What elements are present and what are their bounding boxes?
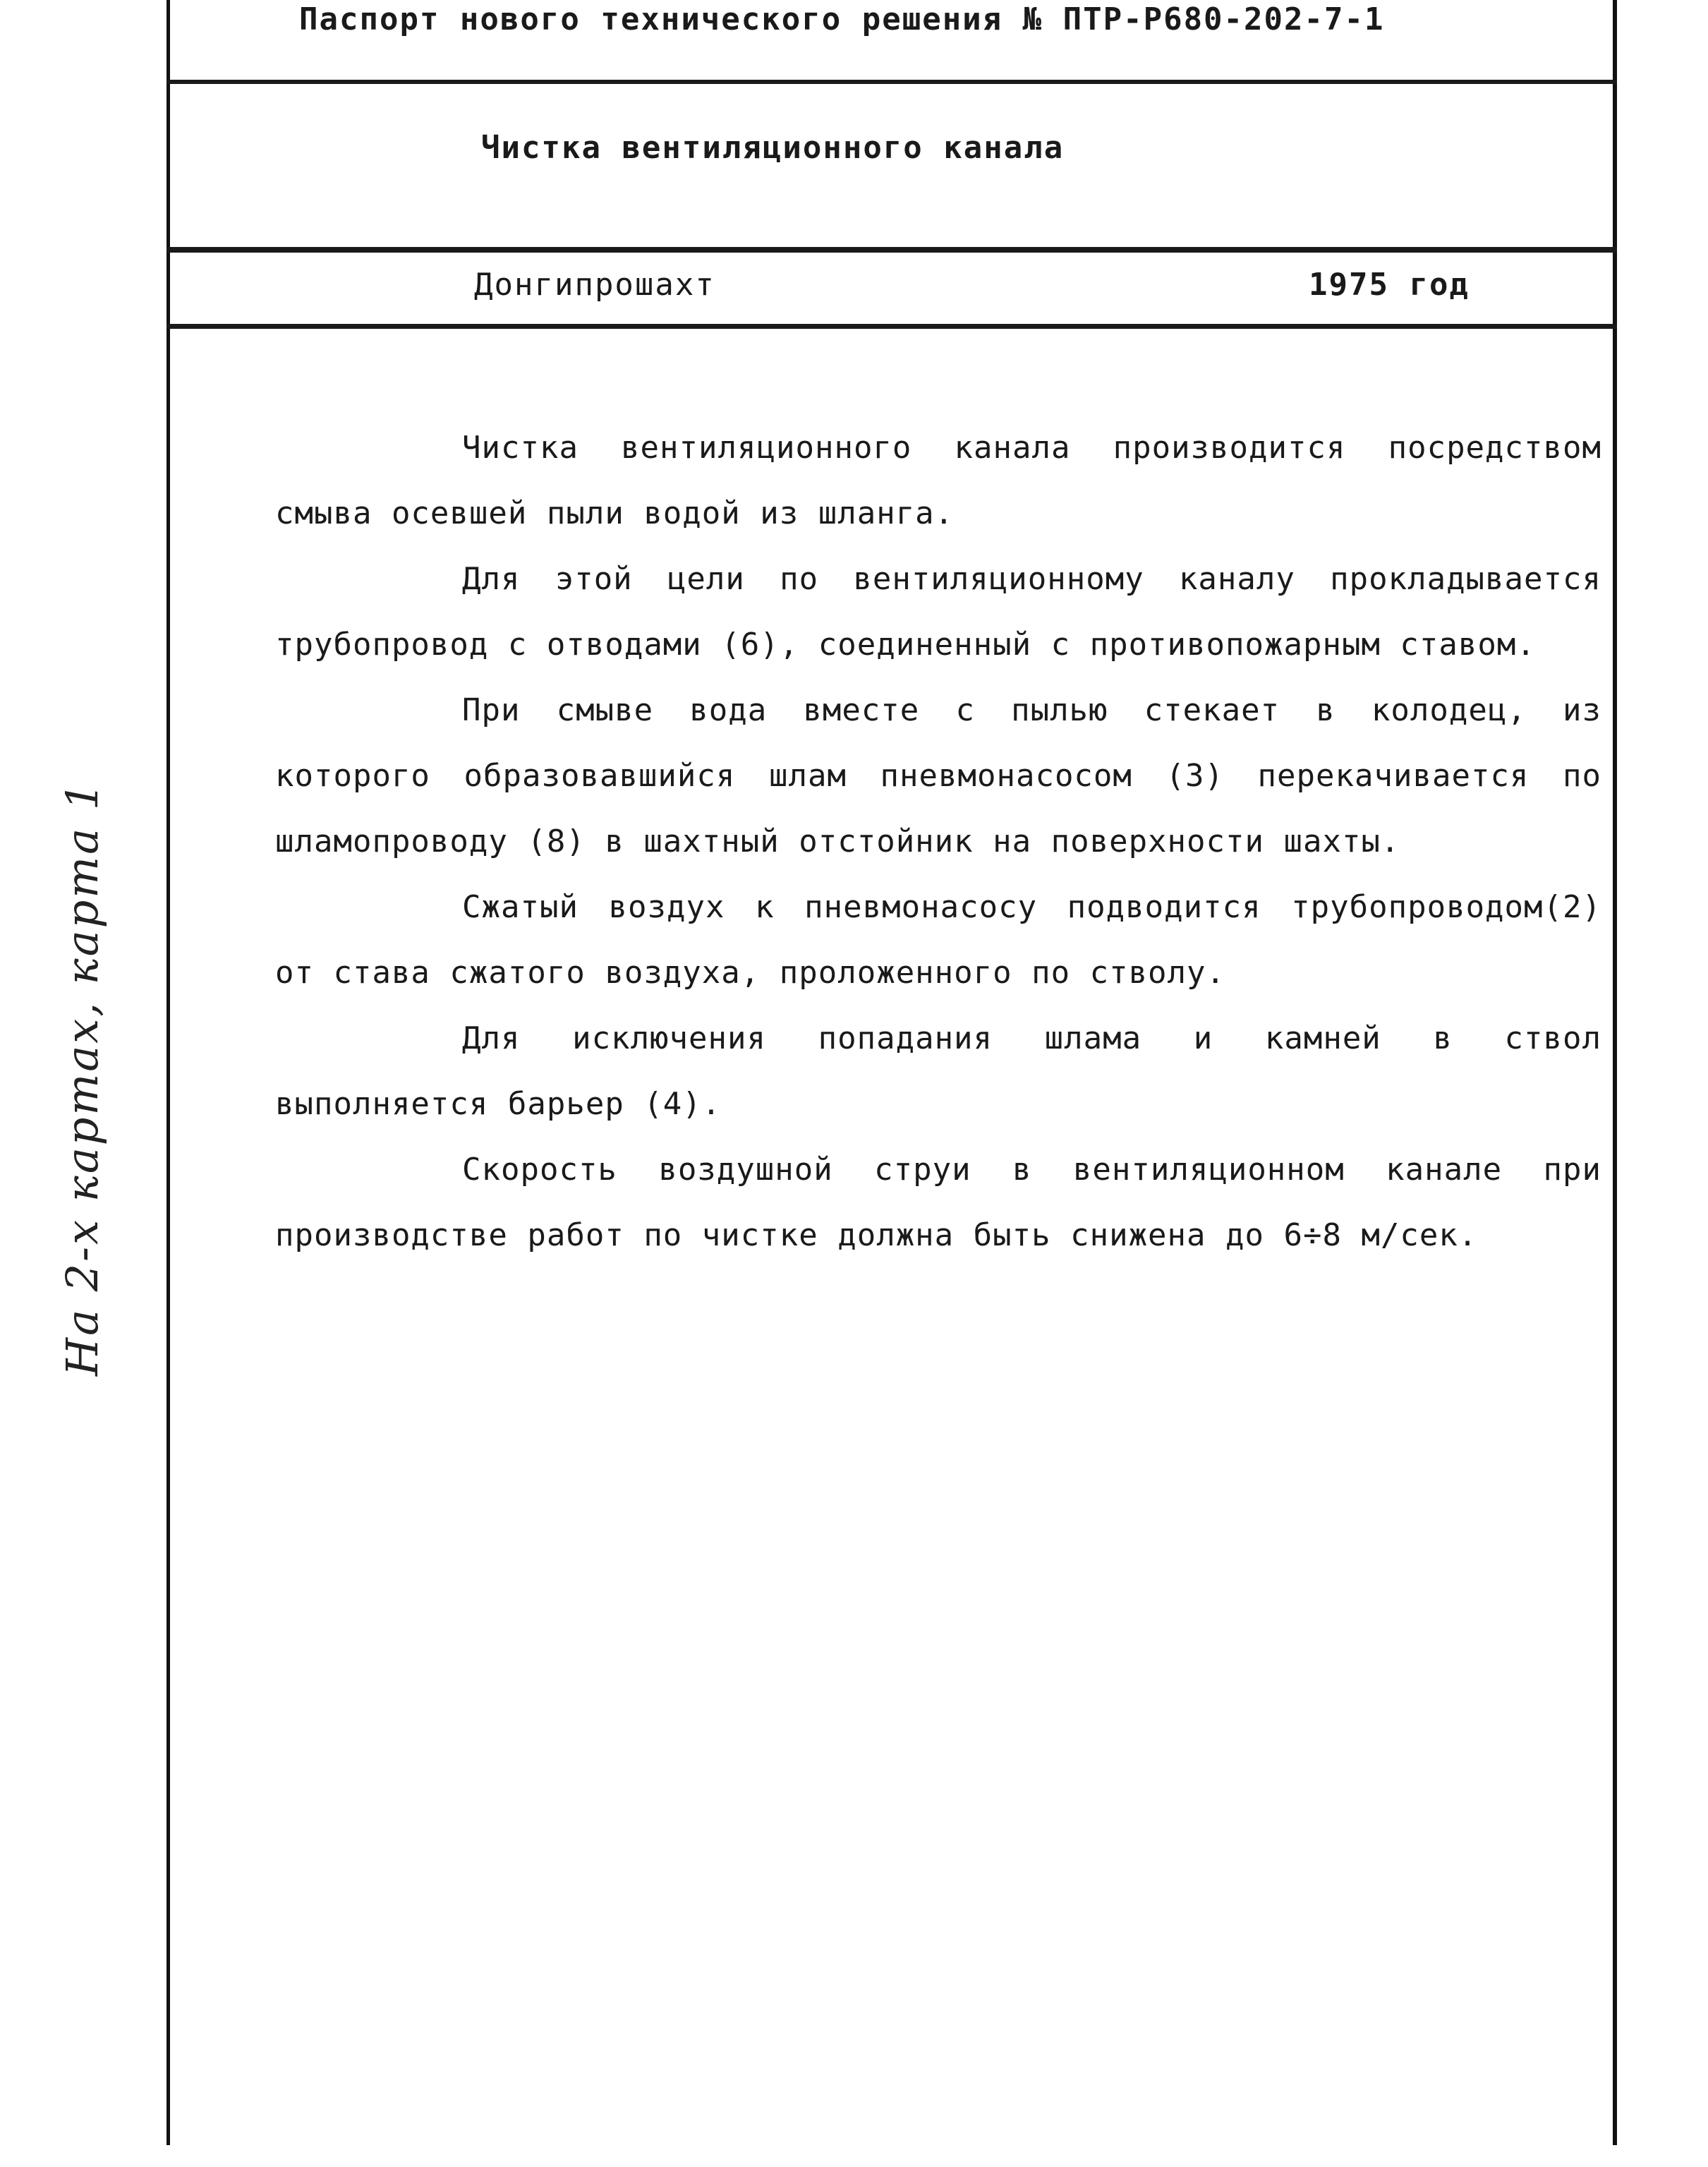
paragraph: Для этой цели по вентиляционному каналу прокладывается трубопровод с отводами (6), соединенный с противопожарным ставом.	[275, 561, 1601, 663]
handwritten-margin-note: На 2-х картах, карта 1	[56, 780, 108, 1376]
header-divider-top	[166, 80, 1617, 84]
document-body	[275, 415, 1601, 1268]
paragraph: При смыве вода вместе с пылью стекает в колодец, из которого образовавшийся шлам пневмонасосом (3) перекачивается по шламопроводу (8) в шахтный отстойник на поверхности шахты.	[275, 692, 1601, 859]
passport-number-line: Паспорт нового технического решения № ПТР-Р680-202-7-1	[299, 1, 1385, 37]
paragraph: Для исключения попадания шлама и камней в ствол выполняется барьер (4).	[275, 1020, 1601, 1122]
header-divider-middle	[166, 247, 1617, 253]
document-title: Чистка вентиляционного канала	[481, 130, 1065, 166]
header-divider-bottom	[166, 324, 1617, 329]
paragraph: Сжатый воздух к пневмонасосу подводится трубопроводом(2) от става сжатого воздуха, проложенного по стволу.	[275, 889, 1601, 991]
paragraph: Чистка вентиляционного канала производится посредством смыва осевшей пыли водой из шланга.	[275, 430, 1601, 531]
paragraph: Скорость воздушной струи в вентиляционном канале при производстве работ по чистке должна быть снижена до 6÷8 м/сек.	[275, 1152, 1601, 1253]
document-year: 1975 год	[1309, 267, 1470, 303]
organization-name: Донгипрошахт	[474, 267, 715, 303]
